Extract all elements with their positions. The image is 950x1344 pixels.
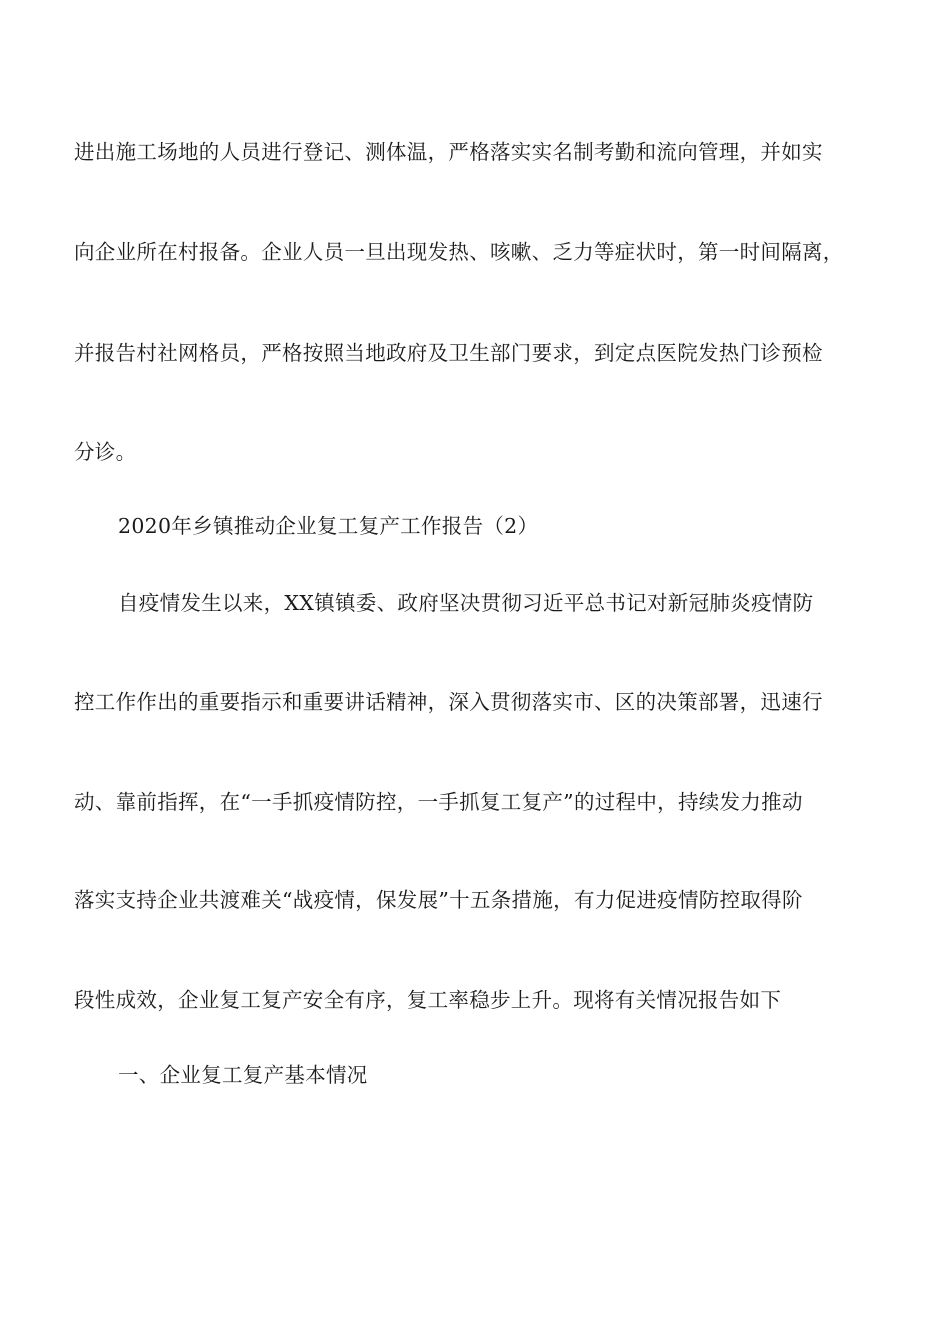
section-heading: 一、企业复工复产基本情况	[118, 1063, 368, 1087]
body-text-line: 控工作作出的重要指示和重要讲话精神，深入贯彻落实市、区的决策部署，迅速行	[74, 690, 823, 714]
body-text-line: 落实支持企业共渡难关“战疫情，保发展”十五条措施，有力促进疫情防控取得阶	[74, 888, 803, 912]
body-text-line: 进出施工场地的人员进行登记、测体温，严格落实实名制考勤和流向管理，并如实	[74, 140, 823, 164]
body-text-line: 自疫情发生以来，XX镇镇委、政府坚决贯彻习近平总书记对新冠肺炎疫情防	[118, 591, 814, 615]
body-text-line: 向企业所在村报备。企业人员一旦出现发热、咳嗽、乏力等症状时，第一时间隔离，	[74, 240, 844, 264]
body-text-line: 分诊。	[74, 440, 137, 464]
body-text-line: 并报告村社网格员，严格按照当地政府及卫生部门要求，到定点医院发热门诊预检	[74, 341, 823, 365]
body-text-line: 动、靠前指挥，在“一手抓疫情防控，一手抓复工复产”的过程中，持续发力推动	[74, 790, 803, 814]
body-text-line: 段性成效，企业复工复产安全有序，复工率稳步上升。现将有关情况报告如下	[74, 988, 782, 1012]
section-title: 2020年乡镇推动企业复工复产工作报告（2）	[118, 514, 539, 538]
